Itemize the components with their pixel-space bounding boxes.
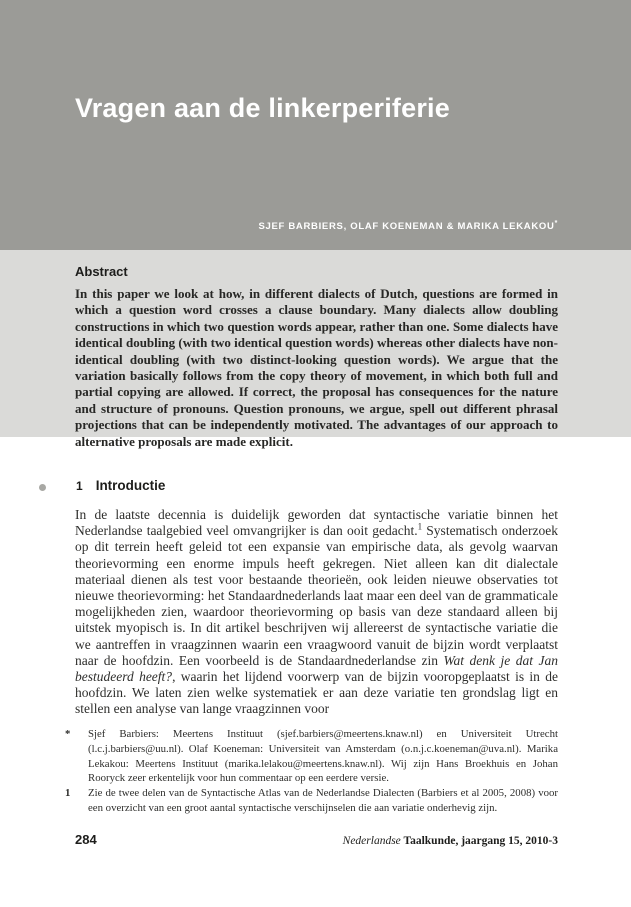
section-number: 1 — [76, 479, 83, 493]
footnote-author-affiliations — [65, 727, 558, 786]
author-footnote-marker: * — [554, 219, 558, 227]
author-names: SJEF BARBIERS, OLAF KOENEMAN & MARIKA LEKAKOU — [258, 221, 555, 232]
section-heading — [76, 478, 165, 493]
footnote-text: Zie de twee delen van de Syntactische Atlas van de Nederlandse Dialecten (Barbiers et al 2005, 2008) voor een overzicht van een groot aantal syntactische verschijnselen die aan variatie onderhevig zijn. — [88, 787, 558, 814]
article-header — [0, 0, 631, 250]
abstract-section — [0, 250, 631, 449]
footnote-reference-1: 1 — [417, 521, 423, 532]
section-bullet-dot — [39, 484, 46, 491]
page-number: 284 — [75, 832, 97, 847]
intro-paragraph — [75, 507, 558, 718]
author-line — [75, 221, 558, 232]
article-title: Vragen aan de linkerperiferie — [75, 93, 450, 123]
footnote-1 — [65, 786, 558, 816]
example-sentence-italic: Wat denk je dat Jan bestudeerd heeft? — [75, 652, 558, 685]
intro-text-1: In de laatste decennia is duidelijk geworden dat syntactische variatie binnen het Nederlandse taalgebied veel omvangrijker is dan ooit gedacht. — [75, 507, 558, 539]
footnote-marker-asterisk: * — [65, 728, 71, 740]
footnote-text: Sjef Barbiers: Meertens Instituut (sjef.barbiers@meertens.knaw.nl) en Universiteit Utrecht (l.c.j.barbiers@uu.nl). Olaf Koeneman: Universiteit van Amsterdam (o.n.j.c.koeneman@uva.nl). Marika Lekakou: Meertens Instituut (marika.lelakou@meertens.knaw.nl). Wij zijn Hans Broekhuis en Johan Rooryck zeer erkentelijk voor hun commentaar op een eerdere versie. — [88, 728, 558, 785]
journal-reference — [343, 835, 558, 847]
intro-text-2: Systematisch onderzoek op dit terrein heeft geleid tot een expansie van empirische data, als gevolg waarvan theorievorming een enorme impuls heeft gekregen. Niet alleen kan dit dialectale materiaal dienen als test voor bestaande theorieën, ook leiden nieuwe observaties tot nieuwe theorievorming: het Standaardnederlands laat maar een deel van de grammaticale mogelijkheden zien, waardoor theorievorming op basis van deze standaard alleen bij uitstek myopisch is. In dit artikel beschrijven wij allereerst de syntactische variatie die we aantreffen in vraagzinnen waarin een vraagwoord vanuit de bijzin wordt verplaatst naar de hoofdzin. Een voorbeeld is de Standaardnederlandse zin — [75, 523, 558, 668]
journal-issue-info: Taalkunde, jaargang 15, 2010-3 — [400, 835, 558, 847]
footnote-marker-1: 1 — [65, 787, 71, 800]
intro-text-3: , waarin het lijdend voorwerp van de bijzin vooropgeplaatst is in de hoofdzin. We laten zien welke systematiek er aan deze variatie ten grondslag ligt en stellen een analyse van lange vraagzinnen voor — [75, 669, 559, 717]
footnotes-block — [65, 727, 558, 816]
journal-name-italic: Nederlandse — [342, 835, 401, 847]
abstract-text: In this paper we look at how, in different dialects of Dutch, questions are formed in which a question word crosses a clause boundary. Many dialects allow doubling constructions in which two question words appear, rather than one. Some dialects have identical doubling (with two identical question words) whereas other dialects have non-identical doubling (with two distinct-looking question words). We argue that the variation basically follows from the copy theory of movement, in which both full and partial copying are allowed. If correct, the proposal has consequences for the nature and structure of pronouns. Question pronouns, we argue, spell out different phrasal projections that can be independently motivated. The advantages of our approach to alternative proposals are made explicit. — [75, 286, 558, 449]
page-footer — [75, 832, 558, 847]
section-title: Introductie — [95, 478, 166, 493]
abstract-heading: Abstract — [75, 264, 128, 279]
